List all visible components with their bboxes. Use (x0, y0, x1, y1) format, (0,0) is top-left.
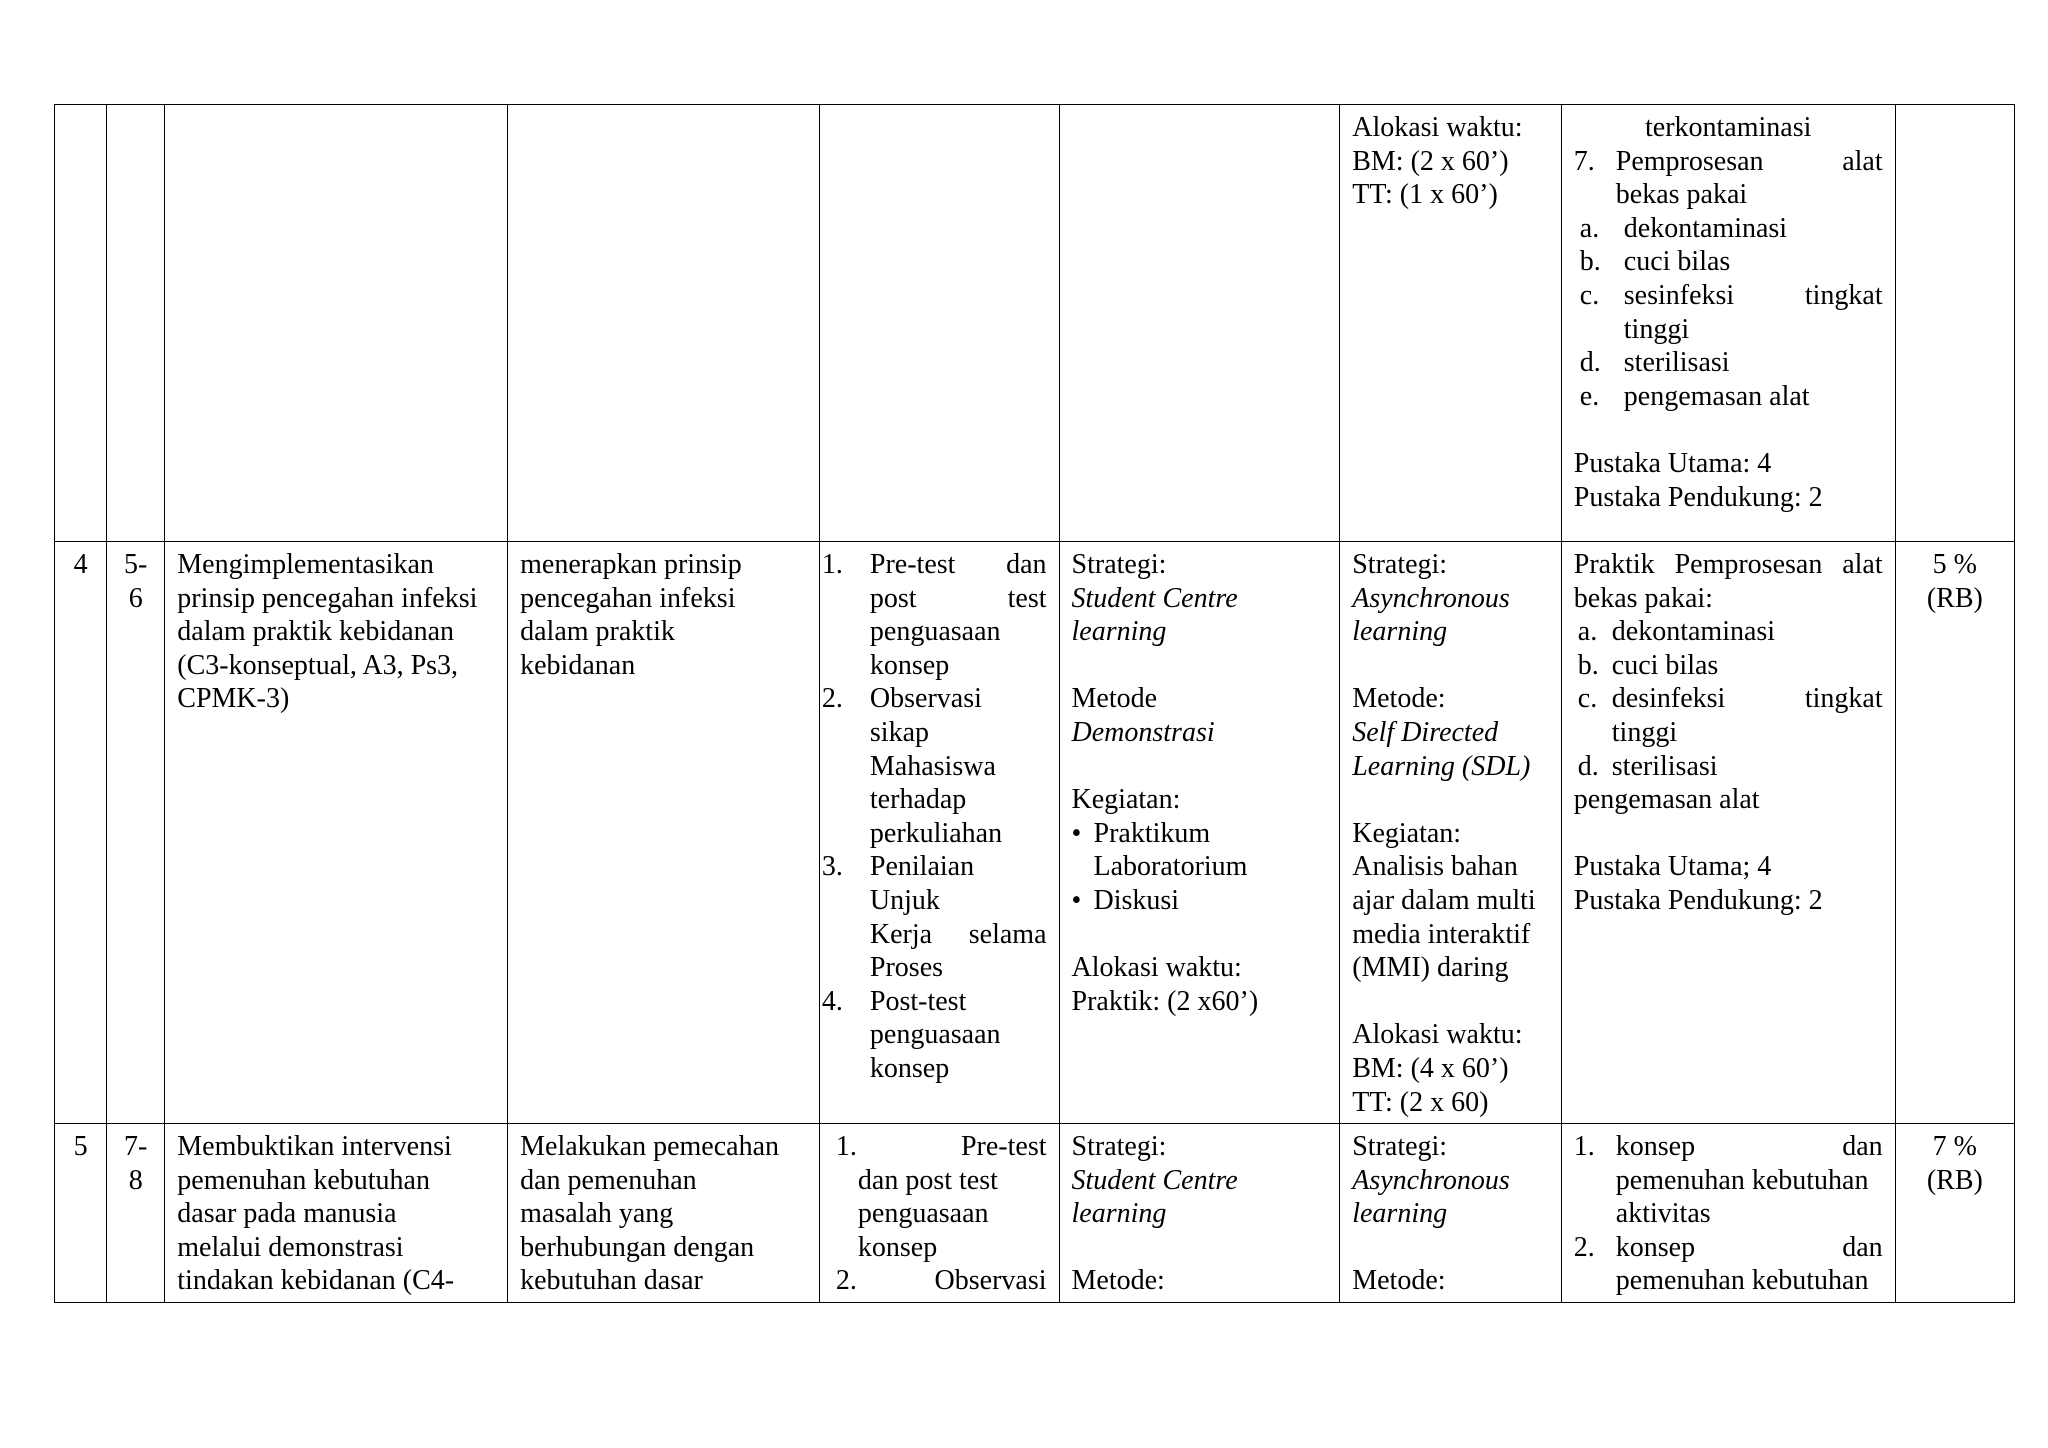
list-item: • Praktikum Laboratorium (1071, 817, 1248, 883)
cell-material (1561, 105, 1895, 542)
cell-weight: 7 % (RB) (1895, 1124, 2014, 1303)
list-item: 3. Penilaian Unjuk Kerja selama Proses (821, 851, 1047, 984)
material-list (1574, 145, 1883, 414)
cell-indicator: Melakukan pemecahan dan pemenuhan masalah yang berhubungan dengan kebutuhan dasar (508, 1124, 820, 1303)
cell-no: 5 (55, 1124, 107, 1303)
list-item: 7. Pemprosesan alat bekas pakai a. dekontaminasi b. cuci bilas c. sesinfeksi tingkat tinggi d. sterilisasi e. pengemasan alat (1573, 145, 1883, 412)
material-sublist (1574, 212, 1883, 414)
list-item: 4. Post-test penguasaan konsep (821, 985, 1001, 1084)
material-list (1574, 615, 1883, 783)
cell-sub-cpmk (165, 105, 508, 542)
pustaka-pendukung: Pustaka Pendukung: 2 (1573, 481, 1823, 513)
material-list (1574, 1130, 1883, 1298)
cell-async-method: Strategi: Asynchronous learning Metode: Self Directed Learning (SDL) Kegiatan: Analisis bahan ajar dalam multi media interaktif (MMI) daring Alokasi waktu: BM: (4 x 60’) TT: (2 x 60) (1340, 542, 1562, 1124)
list-item: 1. Pre-test dan post test penguasaan konsep (821, 549, 1047, 681)
cell-no (55, 105, 107, 542)
cell-criteria (819, 542, 1059, 1124)
list-item: 2. Observasi sikap Mahasiswa terhadap perkuliahan (821, 683, 1003, 849)
list-item: d. sterilisasi (1579, 347, 1730, 379)
cell-async-method: Strategi: Asynchronous learning Metode: (1340, 1124, 1562, 1303)
cell-async-method (1340, 105, 1562, 542)
cell-sync-method (1059, 105, 1340, 542)
cell-sync-method: Strategi: Student Centre learning Metode Demonstrasi Kegiatan: • Praktikum Laboratorium • Diskusi Alokasi waktu: Praktik: (2 x60’) (1059, 542, 1340, 1124)
pustaka-utama: Pustaka Utama: 4 (1573, 447, 1772, 479)
list-item: b. cuci bilas (1579, 246, 1731, 278)
cell-sub-cpmk: Membuktikan intervensi pemenuhan kebutuhan dasar pada manusia melalui demonstrasi tindakan kebidanan (C4- (165, 1124, 508, 1303)
allocation-tt: TT: (1 x 60’) (1352, 179, 1498, 211)
list-item: b. cuci bilas (1577, 649, 1719, 681)
cell-indicator (508, 105, 820, 542)
bullet-icon: • (1071, 817, 1082, 849)
list-item: e. pengemasan alat (1579, 380, 1810, 412)
criteria-list (821, 548, 1047, 1086)
list-item: a. dekontaminasi (1577, 616, 1776, 648)
cell-week (107, 105, 165, 542)
cell-material (1561, 1124, 1895, 1303)
cell-criteria: 1. Pre-test dan post test penguasaan konsep 2. Observasi (819, 1124, 1059, 1303)
pustaka-pendukung: Pustaka Pendukung: 2 (1573, 884, 1823, 916)
bullet-icon: • (1071, 884, 1082, 916)
list-item: a. dekontaminasi (1579, 212, 1788, 244)
pustaka-utama: Pustaka Utama; 4 (1573, 851, 1772, 883)
activity-list (1072, 817, 1328, 918)
cell-week: 5-6 (107, 542, 165, 1124)
list-item: 1. konsep dan pemenuhan kebutuhan aktivitas (1573, 1131, 1883, 1230)
cell-indicator: menerapkan prinsip pencegahan infeksi dalam praktik kebidanan (508, 542, 820, 1124)
list-item: d. sterilisasi (1577, 750, 1718, 782)
list-item: c. desinfeksi tingkat tinggi (1577, 683, 1883, 748)
table-row (55, 542, 2015, 1124)
cell-weight (1895, 105, 2014, 542)
list-item: 2. konsep dan pemenuhan kebutuhan (1573, 1231, 1883, 1297)
cell-material: Praktik Pemprosesan alat bekas pakai: a. dekontaminasi b. cuci bilas c. desinfeksi tingkat tinggi d. sterilisasi pengemasan alat Pustaka Utama; 4 Pustaka Pendukung: 2 (1561, 542, 1895, 1124)
cell-sync-method: Strategi: Student Centre learning Metode: (1059, 1124, 1340, 1303)
cell-criteria (819, 105, 1059, 542)
material-text: terkontaminasi (1645, 112, 1812, 143)
cell-week: 7-8 (107, 1124, 165, 1303)
cell-no: 4 (55, 542, 107, 1124)
cell-weight: 5 % (RB) (1895, 542, 2014, 1124)
cell-sub-cpmk: Mengimplementasikan prinsip pencegahan infeksi dalam praktik kebidanan (C3-konseptual, A3, Ps3, CPMK-3) (165, 542, 508, 1124)
table-row (55, 105, 2015, 542)
rps-table (54, 104, 2015, 1303)
list-item: • Diskusi (1071, 884, 1180, 916)
table-row (55, 1124, 2015, 1303)
allocation-label: Alokasi waktu: (1352, 112, 1523, 143)
allocation-bm: BM: (2 x 60’) (1352, 145, 1509, 177)
list-item: c. sesinfeksi tingkat tinggi (1579, 279, 1883, 345)
